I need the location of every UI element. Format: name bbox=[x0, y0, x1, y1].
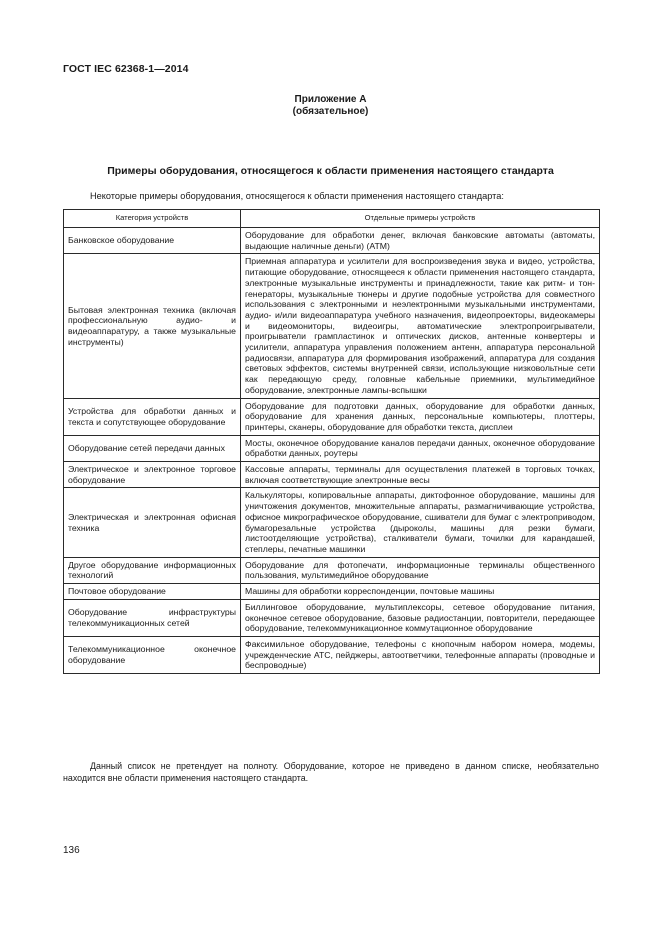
table-header-row bbox=[64, 210, 600, 228]
category-cell: Бытовая электронная техника (включая профессиональную аудио- и видеоаппаратуру, а также музыкальные инструменты) bbox=[64, 254, 241, 398]
examples-cell: Биллинговое оборудование, мультиплексоры, сетевое оборудование питания, оконечное сетевое оборудование, базовые радиостанции, повторители, передающее оборудование, телекоммуникационное коммутационное оборудование bbox=[241, 599, 600, 636]
table-row bbox=[64, 584, 600, 600]
category-cell: Почтовое оборудование bbox=[64, 584, 241, 600]
category-cell: Электрическое и электронное торговое оборудование bbox=[64, 462, 241, 488]
examples-cell: Оборудование для подготовки данных, оборудование для обработки данных, оборудование для хранения данных, персональные компьютеры, плоттеры, принтеры, сканеры, оборудование для обработки текста, дисплеи bbox=[241, 398, 600, 435]
table-row bbox=[64, 228, 600, 254]
category-cell: Оборудование инфраструктуры телекоммуникационных сетей bbox=[64, 599, 241, 636]
examples-cell: Оборудование для фотопечати, информационные терминалы общественного пользования, мультимедийное оборудование bbox=[241, 557, 600, 583]
document-header: ГОСТ IEC 62368-1—2014 bbox=[63, 63, 189, 75]
examples-cell: Кассовые аппараты, терминалы для осуществления платежей в торговых точках, включая соответствующие электронные весы bbox=[241, 462, 600, 488]
table-row bbox=[64, 636, 600, 673]
category-cell: Банковское оборудование bbox=[64, 228, 241, 254]
table-row bbox=[64, 488, 600, 557]
category-cell: Устройства для обработки данных и текста и сопутствующее оборудование bbox=[64, 398, 241, 435]
table-row bbox=[64, 599, 600, 636]
intro-text: Некоторые примеры оборудования, относящегося к области применения настоящего стандарта: bbox=[90, 191, 504, 201]
examples-cell: Оборудование для обработки денег, включая банковские автоматы (автоматы, выдающие наличные деньги) (АТМ) bbox=[241, 228, 600, 254]
page-number: 136 bbox=[63, 845, 80, 856]
closing-note: Данный список не претендует на полноту. Оборудование, которое не приведено в данном списке, необязательно находится вне области применения настоящего стандарта. bbox=[63, 761, 599, 783]
column-header-examples: Отдельные примеры устройств bbox=[241, 210, 600, 228]
table-row bbox=[64, 462, 600, 488]
examples-cell: Калькуляторы, копировальные аппараты, диктофонное оборудование, машины для уничтожения документов, множительные аппараты, размагничивающие устройства, офисное микрографическое оборудование, сшиватели для бумаг с электроприводом, бумагорезальные устройства (дыроколы, машины для резки бумаги, листоотделяющие устройства), сталкиватели бумаги, точилки для карандашей, степлеры, печатные машинки bbox=[241, 488, 600, 557]
annex-heading bbox=[0, 94, 661, 118]
examples-cell: Машины для обработки корреспонденции, почтовые машины bbox=[241, 584, 600, 600]
table-row bbox=[64, 254, 600, 398]
examples-cell: Мосты, оконечное оборудование каналов передачи данных, оконечное оборудование обработки данных, роутеры bbox=[241, 435, 600, 461]
category-cell: Телекоммуникационное оконечное оборудование bbox=[64, 636, 241, 673]
category-cell: Другое оборудование информационных технологий bbox=[64, 557, 241, 583]
table-row bbox=[64, 557, 600, 583]
table-row bbox=[64, 398, 600, 435]
examples-cell: Факсимильное оборудование, телефоны с кнопочным набором номера, модемы, учрежденческие АТС, пейджеры, автоответчики, телефонные аппараты (проводные и беспроводные) bbox=[241, 636, 600, 673]
column-header-category: Категория устройств bbox=[64, 210, 241, 228]
equipment-table bbox=[63, 209, 600, 674]
annex-title: Приложение А bbox=[294, 94, 367, 105]
section-title: Примеры оборудования, относящегося к области применения настоящего стандарта bbox=[107, 165, 554, 177]
category-cell: Оборудование сетей передачи данных bbox=[64, 435, 241, 461]
category-cell: Электрическая и электронная офисная техника bbox=[64, 488, 241, 557]
annex-status: (обязательное) bbox=[292, 106, 369, 117]
examples-cell: Приемная аппаратура и усилители для воспроизведения звука и видео, устройства, питающие оборудование, относящееся к области применения настоящего стандарта, электронные музыкальные инструменты и принадлежности, такие как ритм- и тон-генераторы, музыкальные тюнеры и другие подобные устройства для совместного использования с электронными и неэлектронными музыкальными инструментами, аудио- и/или видеоаппаратура учебного назначения, видеопроекторы, видеокамеры и видеомониторы, видеоигры, автоматические электропроигрыватели, проигрыватели грампластинок и оптических дисков, антенные конвертеры и усилители, аппаратура управления положением антенн, аппаратура персональной радиосвязи, аппаратура для формирования изображений, аппаратура для создания световых эффектов, системы внутренней связи, использующие низковольтные сети как передающую среду, головные кабельные приемники, мультимедийное оборудование, электронные лампы-вспышки bbox=[241, 254, 600, 398]
table-row bbox=[64, 435, 600, 461]
